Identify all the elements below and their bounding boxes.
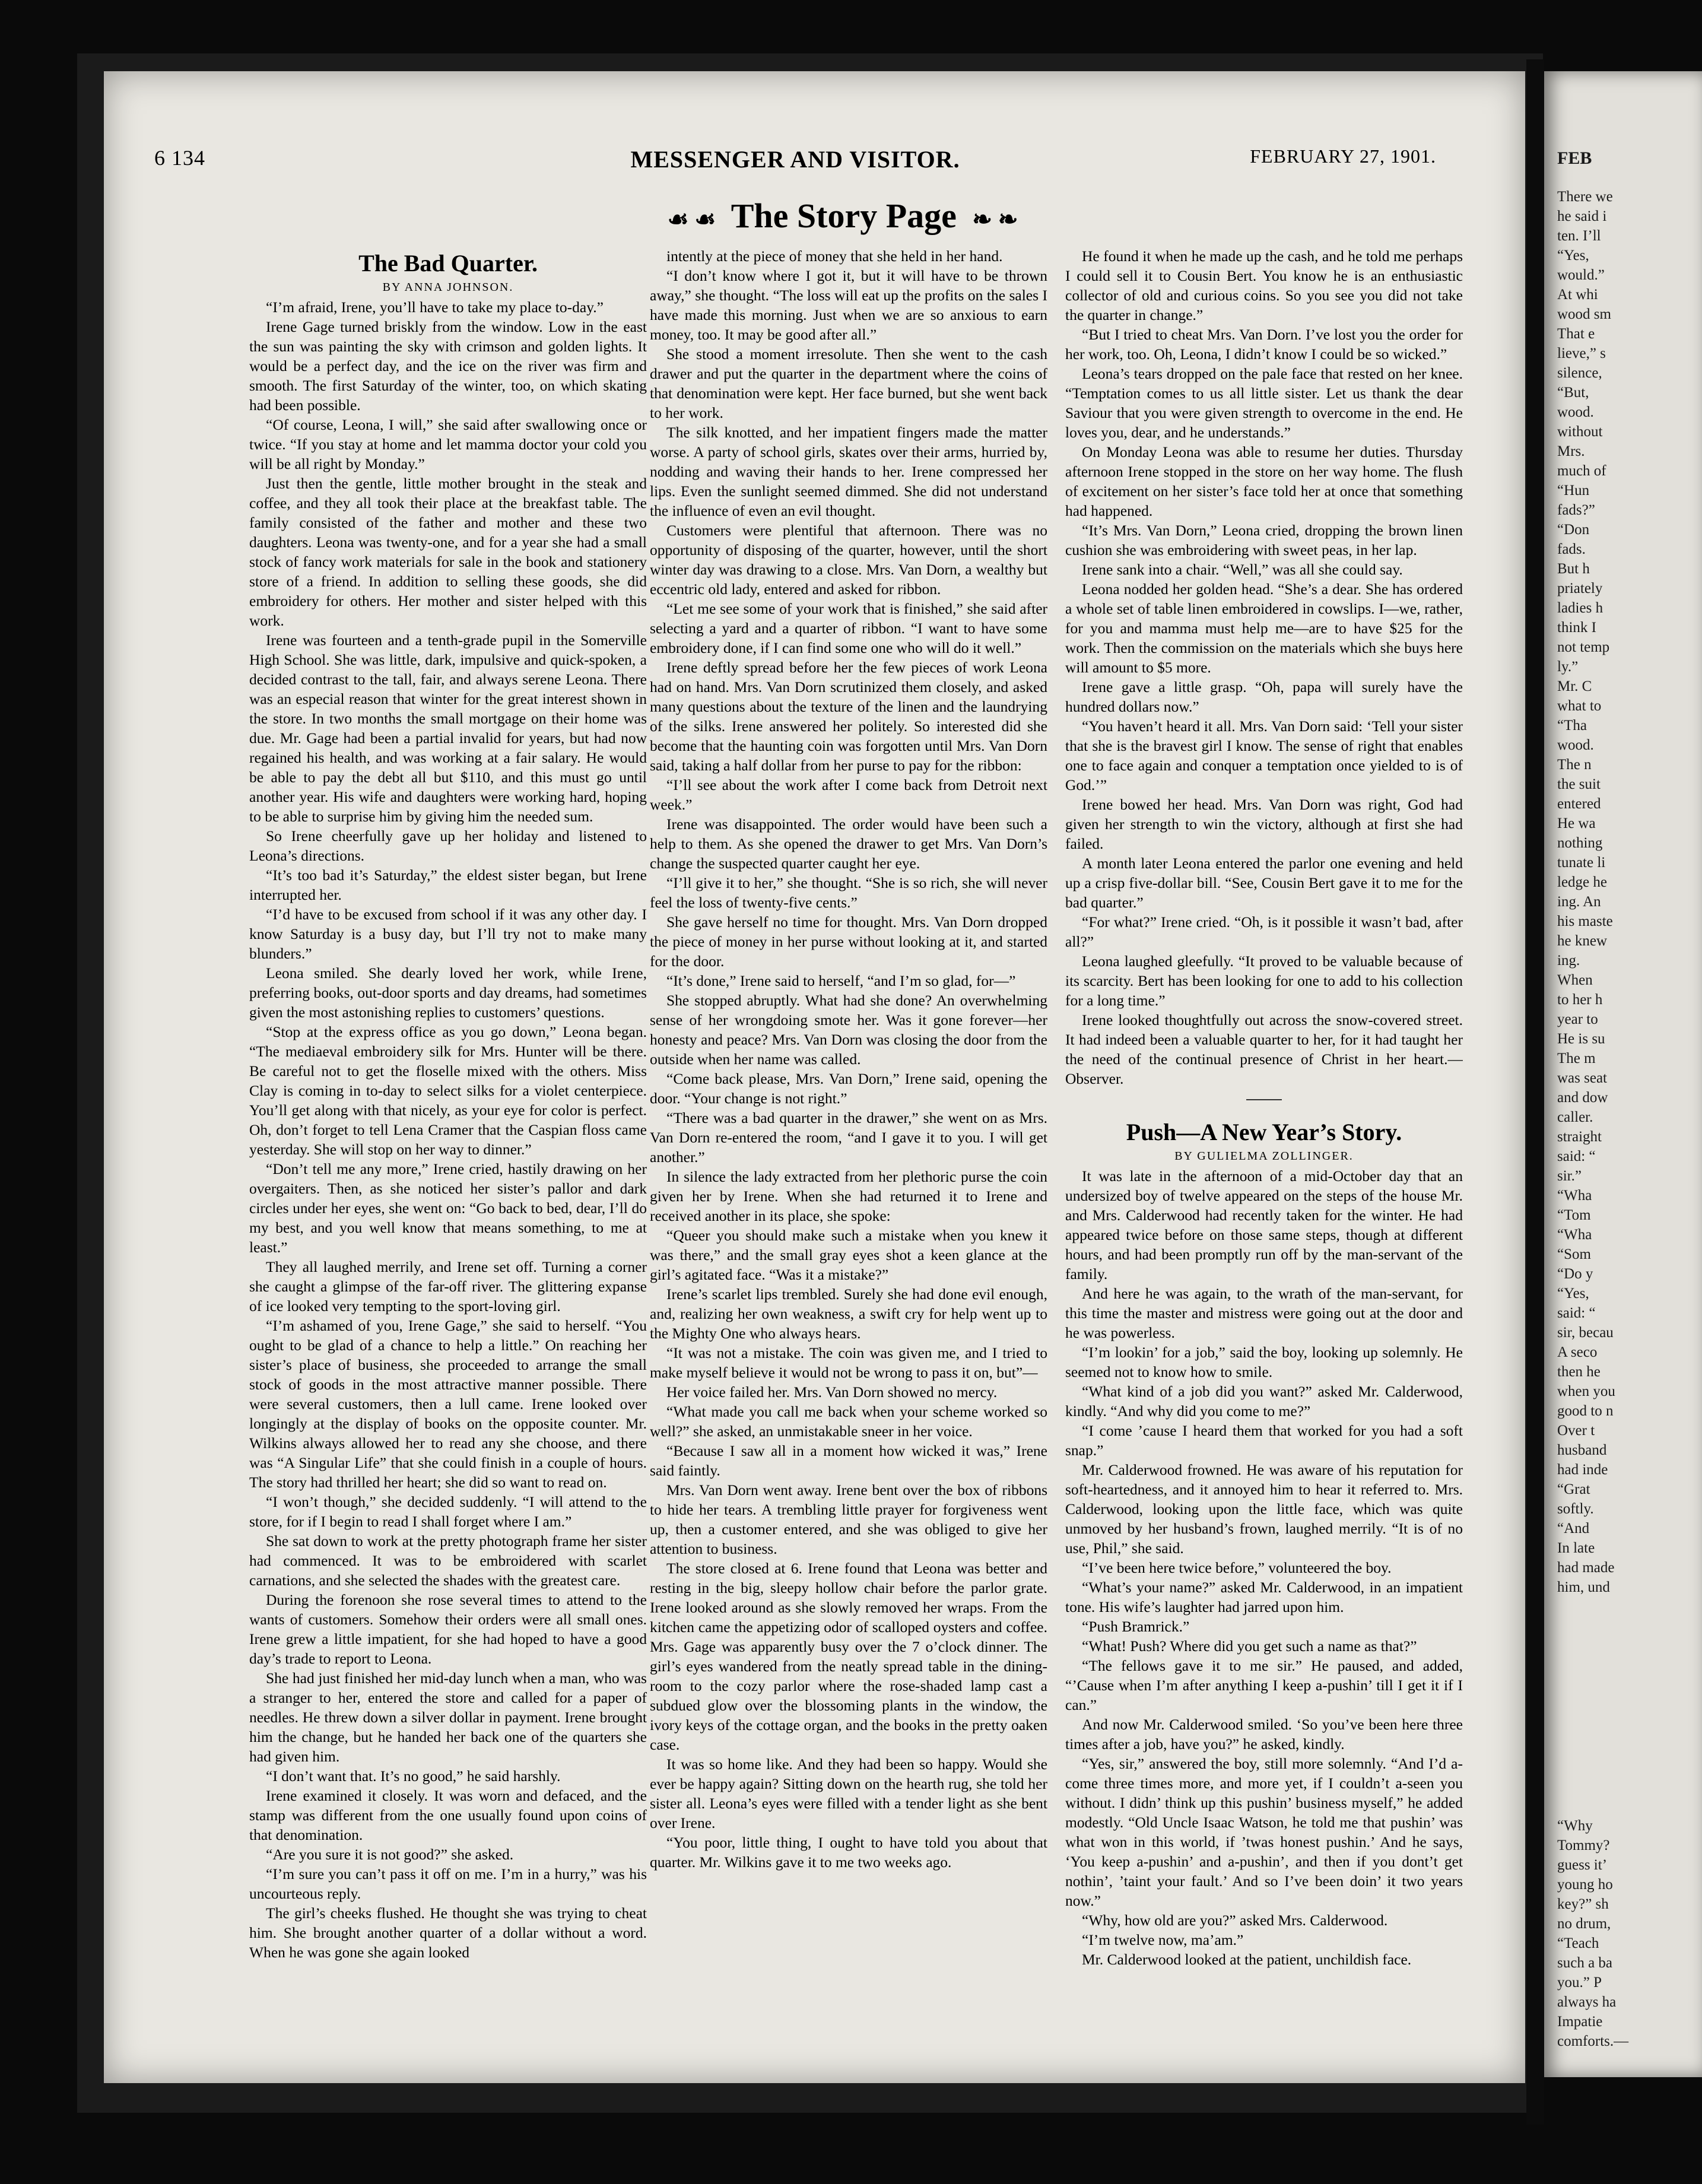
paragraph: She sat down to work at the pretty photograph frame her sister had commenced. It was to be embroidered with scarlet carnations, and she selected the shades with the greatest care.	[249, 1532, 647, 1589]
text-line: wood.	[1557, 737, 1594, 753]
paragraph: Irene was fourteen and a tenth-grade pupil in the Somerville High School. She was little, dark, impulsive and quick-spoken, a decided contrast to the tall, fair, and always serene Leona. There was an especial reason that winter for the great interest shown in the store. In two months the small mortgage on their home was due. Mr. Gage had been a partial invalid for years, but had now regained his health, and was working at a fair salary. He would be able to pay the debt all but $110, and this must go until another year. His wife and daughters were working hard, hoping to be able to surprise him by giving him the needed sum.	[249, 631, 647, 825]
adjacent-page-header: FEB	[1557, 148, 1592, 168]
text-line: key?” sh	[1557, 1896, 1609, 1912]
paragraph: Leona laughed gleefully. “It proved to be valuable because of its scarcity. Bert has been looking for one to add to his collection for a long time.”	[1065, 953, 1463, 1009]
text-line: had made	[1557, 1560, 1615, 1576]
text-line: “Don	[1557, 522, 1590, 538]
text-line: “Wha	[1557, 1227, 1592, 1243]
text-line: softly.	[1557, 1501, 1594, 1517]
paragraph: “I’d have to be excused from school if it was any other day. I know Saturday is a busy day, but I’ll try not to make many blunders.”	[249, 906, 647, 962]
text-line: ledge he	[1557, 874, 1607, 890]
story-2-body	[1065, 1166, 1463, 1969]
text-line: him, und	[1557, 1579, 1610, 1595]
text-line: “Wha	[1557, 1188, 1592, 1204]
column-3	[1065, 246, 1463, 2027]
text-line: the suit	[1557, 776, 1601, 792]
text-line: you.” P	[1557, 1975, 1602, 1991]
text-line: to her h	[1557, 992, 1603, 1008]
paragraph: Her voice failed her. Mrs. Van Dorn showed no mercy.	[666, 1383, 998, 1401]
text-line: he said i	[1557, 208, 1607, 224]
paragraph: “Stop at the express office as you go down,” Leona began. “The mediaeval embroidery silk for Mrs. Hunter will be there. Be careful not to get the floselle mixed with the others. Miss Clay is coming in to-day to select silks for a violet centerpiece. You’ll get along with that nicely, as your eye for color is perfect. Oh, don’t forget to tell Lena Cramer that the Caspian floss came yesterday. She will stop on her way to dinner.”	[249, 1023, 647, 1158]
issue-date: FEBRUARY 27, 1901.	[1250, 145, 1436, 167]
paragraph: “Don’t tell me any more,” Irene cried, hastily drawing on her overgaiters. Then, as she noticed her sister’s pallor and dark circles under her eyes, she went on: “Go back to bed, dear, I’ll do my best, and you well know that means something, to me at least.”	[249, 1160, 647, 1256]
paragraph: “I’m ashamed of you, Irene Gage,” she said to herself. “You ought to be glad of a chance to help a little.” On reaching her sister’s place of business, she proceeded to arrange the small stock of goods in the most attractive manner possible. There were several customers, then a lull came. Irene looked over longingly at the display of books on the opposite counter. Mr. Wilkins always allowed her to read any she choose, and there was “A Singular Life” that she could finish in a couple of hours. The story had thrilled her heart; she did so want to read on.	[249, 1317, 647, 1491]
text-line: said: “	[1557, 1148, 1596, 1164]
paragraph: “You haven’t heard it all. Mrs. Van Dorn said: ‘Tell your sister that she is the bravest girl I know. The sense of right that enables one to face again and conquer a temptation once yielded to is of God.’”	[1065, 718, 1463, 793]
paragraph: “I’m lookin’ for a job,” said the boy, looking up solemnly. He seemed not to know how to smile.	[1065, 1344, 1463, 1380]
paragraph: “I won’t though,” she decided suddenly. “I will attend to the store, for if I begin to read I shall forget where I am.”	[249, 1493, 647, 1530]
paragraph: “But I tried to cheat Mrs. Van Dorn. I’ve lost you the order for her work, too. Oh, Leona, I didn’t know I could be so wicked.”	[1065, 326, 1463, 363]
paragraph: Irene’s scarlet lips trembled. Surely she had done evil enough, and, realizing her own weakness, a swift cry for help went up to the Mighty One who always hears.	[650, 1285, 1047, 1342]
text-line: “And	[1557, 1520, 1590, 1537]
text-line: “Som	[1557, 1246, 1591, 1262]
story-byline: BY GULIELMA ZOLLINGER.	[1174, 1150, 1354, 1163]
text-line: young ho	[1557, 1877, 1613, 1893]
text-line: The m	[1557, 1050, 1596, 1066]
text-line: wood sm	[1557, 306, 1611, 322]
text-line: “Yes,	[1557, 247, 1589, 264]
paragraph: “It was not a mistake. The coin was given me, and I tried to make myself believe it would not be wrong to pass it on, but”—	[650, 1344, 1047, 1381]
paragraph: Leona nodded her golden head. “She’s a dear. She has ordered a whole set of table linen embroidered in cowslips. I—we, rather, for you and mamma must help me—are to have $25 for the work. Then the commission on the materials which she buys here will amount to $5 more.	[1065, 580, 1463, 676]
paragraph: So Irene cheerfully gave up her holiday and listened to Leona’s directions.	[249, 827, 647, 864]
text-line: tunate li	[1557, 855, 1606, 871]
column-2-body	[650, 246, 1047, 1872]
text-line: priately	[1557, 580, 1603, 596]
text-line: “But,	[1557, 385, 1589, 401]
text-line: ly.”	[1557, 659, 1579, 675]
paragraph: In silence the lady extracted from her plethoric purse the coin given her by Irene. When she had returned it to Irene and received another in its place, she spoke:	[650, 1168, 1047, 1224]
paragraph: intently at the piece of money that she held in her hand.	[666, 247, 1003, 265]
leaf-ornament-icon: ❧ ❧	[972, 206, 1018, 233]
story-byline: BY ANNA JOHNSON.	[382, 281, 514, 294]
paragraph: “What’s your name?” asked Mr. Calderwood, in an impatient tone. His wife’s laughter had jarred upon him.	[1065, 1579, 1463, 1615]
paragraph: “What kind of a job did you want?” asked Mr. Calderwood, kindly. “And why did you come to me?”	[1065, 1383, 1463, 1420]
paragraph: She had just finished her mid-day lunch when a man, who was a stranger to her, entered the store and called for a paper of needles. He threw down a silver dollar in payment. Irene brought him the change, but he handed her back one of the quarters she had given him.	[249, 1669, 647, 1765]
paragraph: And here he was again, to the wrath of the man-servant, for this time the master and mistress were going out at the door and he was powerless.	[1065, 1285, 1463, 1341]
text-line: That e	[1557, 326, 1595, 342]
text-line: sir, becau	[1557, 1325, 1614, 1341]
text-line: Impatie	[1557, 2014, 1603, 2030]
paragraph: “I’ll give it to her,” she thought. “She is so rich, she will never feel the loss of twenty-five cents.”	[650, 874, 1047, 911]
text-line: At whi	[1557, 287, 1598, 303]
paragraph: Mrs. Van Dorn went away. Irene bent over the box of ribbons to hide her tears. A trembling little prayer for forgiveness went up, then a customer entered, and she was obliged to give her attention to business.	[650, 1481, 1047, 1557]
text-line: The n	[1557, 757, 1592, 773]
paragraph: Irene looked thoughtfully out across the snow-covered street. It had indeed been a valuable quarter to her, for it had taught her the need of the continual presence of Christ in her heart.—Observer.	[1065, 1011, 1463, 1087]
story-title: Push—A New Year’s Story.	[1126, 1119, 1402, 1145]
paragraph: “There was a bad quarter in the drawer,” she went on as Mrs. Van Dorn re-entered the room, “and I gave it to you. I will get another.”	[650, 1109, 1047, 1166]
column-2	[650, 246, 1047, 2027]
text-line: nothing	[1557, 835, 1603, 851]
text-line: wood.	[1557, 404, 1594, 420]
text-line: He is su	[1557, 1031, 1605, 1047]
text-line: said: “	[1557, 1305, 1596, 1321]
page-number: 6 134	[154, 146, 205, 170]
section-title	[641, 196, 1044, 236]
column-1	[249, 249, 647, 2030]
paragraph: The girl’s cheeks flushed. He thought she was trying to cheat him. She brought another quarter of a dollar without a word. When he was gone she again looked	[249, 1904, 647, 1961]
column-3-body	[1065, 246, 1463, 1088]
text-line: ten. I’ll	[1557, 228, 1601, 244]
paragraph: She stopped abruptly. What had she done? An overwhelming sense of her wrongdoing smote her. Was it gone forever—her honesty and peace? Mrs. Van Dorn was closing the door from the outside when her name was called.	[650, 992, 1047, 1068]
paragraph: A month later Leona entered the parlor one evening and held up a crisp five-dollar bill. “See, Cousin Bert gave it to me for the bad quarter.”	[1065, 855, 1463, 911]
text-line: such a ba	[1557, 1955, 1613, 1971]
text-line: “Do y	[1557, 1266, 1593, 1282]
text-line: sir.”	[1557, 1168, 1582, 1184]
paragraph: She stood a moment irresolute. Then she went to the cash drawer and put the quarter in the department where the coins of that denomination were kept. Her face burned, but she went back to her work.	[650, 345, 1047, 421]
paragraph: “I’m sure you can’t pass it off on me. I’m in a hurry,” was his uncourteous reply.	[249, 1865, 647, 1902]
section-title-text: The Story Page	[731, 196, 957, 235]
paragraph: It was so home like. And they had been so happy. Would she ever be happy again? Sitting down on the hearth rug, she told her sister all. Leona’s eyes were filled with a tender light as she bent over Irene.	[650, 1756, 1047, 1831]
text-line: But h	[1557, 561, 1590, 577]
text-line: silence,	[1557, 365, 1602, 381]
text-line: “Grat	[1557, 1481, 1590, 1497]
text-line: When	[1557, 972, 1593, 988]
paragraph: “I come ’cause I heard them that worked for you had a soft snap.”	[1065, 1422, 1463, 1459]
paragraph: “What! Push? Where did you get such a name as that?”	[1082, 1637, 1417, 1655]
paragraph: And now Mr. Calderwood smiled. ‘So you’ve been here three times after a job, have you?” he asked, kindly.	[1065, 1716, 1463, 1753]
paragraph: It was late in the afternoon of a mid-October day that an undersized boy of twelve appeared on the steps of the house Mr. and Mrs. Calderwood had recently taken for the winter. He had appeared twice before on those same steps, though at different hours, and had been promptly run off by the man-servant of the family.	[1065, 1167, 1463, 1283]
paragraph: Irene sank into a chair. “Well,” was all she could say.	[1082, 561, 1403, 578]
text-line: year to	[1557, 1011, 1598, 1027]
paragraph: Leona’s tears dropped on the pale face that rested on her knee. “Temptation comes to us all little sister. Let us thank the dear Saviour that you were given strength to overcome in the end. He loves you, dear, and he understands.”	[1065, 365, 1463, 441]
paragraph: “I don’t want that. It’s no good,” he said harshly.	[266, 1767, 561, 1785]
paragraph: “I’m twelve now, ma’am.”	[1082, 1931, 1244, 1948]
paragraph: “I’ve been here twice before,” volunteered the boy.	[1082, 1559, 1392, 1576]
page-header	[154, 145, 1436, 175]
newspaper-title: MESSENGER AND VISITOR.	[630, 146, 960, 173]
column-1-body	[249, 297, 647, 1962]
paragraph: “What made you call me back when your scheme worked so well?” she asked, an unmistakable sneer in her voice.	[650, 1403, 1047, 1440]
text-line: no drum,	[1557, 1916, 1611, 1932]
text-line: “Teach	[1557, 1935, 1599, 1951]
text-line: fads.	[1557, 541, 1586, 557]
text-line: guess it’	[1557, 1857, 1608, 1873]
paragraph: The silk knotted, and her impatient fingers made the matter worse. A party of school girls, skates over their arms, hurried by, nodding and waving their hands to her. Irene compressed her lips. Even the sunlight seemed dimmed. She did not understand the influence of even an evil thought.	[650, 424, 1047, 519]
text-line: think I	[1557, 620, 1596, 636]
paragraph: She gave herself no time for thought. Mrs. Van Dorn dropped the piece of money in her purse without looking at it, and started for the door.	[650, 913, 1047, 970]
text-line: There we	[1557, 189, 1613, 205]
text-line: he knew	[1557, 933, 1607, 949]
paragraph: Irene bowed her head. Mrs. Van Dorn was right, God had given her strength to win the victory, although at first she had failed.	[1065, 796, 1463, 852]
text-line: was seat	[1557, 1070, 1607, 1086]
paragraph: “You poor, little thing, I ought to have told you about that quarter. Mr. Wilkins gave it to me two weeks ago.	[650, 1834, 1047, 1871]
text-line: and dow	[1557, 1090, 1608, 1106]
text-line: “Why	[1557, 1818, 1593, 1834]
paragraph: They all laughed merrily, and Irene set off. Turning a corner she caught a glimpse of the far-off river. The glittering expanse of ice looked very tempting to the sport-loving girl.	[249, 1258, 647, 1315]
paragraph: During the forenoon she rose several times to attend to the wants of customers. Somehow their orders were all small ones. Irene grew a little impatient, for she had hoped to have a good day’s trade to report to Leona.	[249, 1591, 647, 1667]
adjacent-page-top-lines	[1557, 187, 1702, 1597]
paragraph: Irene Gage turned briskly from the window. Low in the east the sun was painting the sky with crimson and golden lights. It would be a perfect day, and the ice on the river was firm and smooth. The first Saturday of the winter, too, on which skating had been possible.	[249, 318, 647, 414]
text-line: He wa	[1557, 815, 1596, 831]
paragraph: Leona smiled. She dearly loved her work, while Irene, preferring books, out-door sports and day dreams, had sometimes given the most astonishing replies to customers’ questions.	[249, 964, 647, 1021]
paragraph: He found it when he made up the cash, and he told me perhaps I could sell it to Cousin Bert. You know he is an enthusiastic collector of old and curious coins. So you see you did not take the quarter in change.”	[1065, 247, 1463, 323]
text-line: In late	[1557, 1540, 1595, 1556]
paragraph: Irene was disappointed. The order would have been such a help to them. As she opened the drawer to get Mrs. Van Dorn’s change the suspected quarter caught her eye.	[650, 815, 1047, 872]
paragraph: Irene gave a little grasp. “Oh, papa will surely have the hundred dollars now.”	[1065, 678, 1463, 715]
paragraph: “Of course, Leona, I will,” she said after swallowing once or twice. “If you stay at home and let mamma doctor your cold you will be all right by Monday.”	[249, 416, 647, 472]
paragraph: The store closed at 6. Irene found that Leona was better and resting in the big, sleepy hollow chair before the parlor grate. Irene looked around as she slowly removed her wraps. From the kitchen came the appetizing odor of scalloped oysters and coffee. Mrs. Gage was apparently busy over the 7 o’clock dinner. The girl’s eyes wandered from the neatly spread table in the dining-room to the cozy parlor where the rose-shaded lamp cast a subdued glow over the blossoming plants in the window, the ivory keys of the cottage organ, and the books in the pretty oaken case.	[650, 1560, 1047, 1753]
story-title: The Bad Quarter.	[358, 250, 538, 277]
text-line: would.”	[1557, 267, 1605, 283]
text-line: caller.	[1557, 1109, 1593, 1125]
paragraph: “Are you sure it is not good?” she asked.	[266, 1846, 514, 1863]
text-line: much of	[1557, 463, 1606, 479]
text-line: good to n	[1557, 1403, 1614, 1419]
paragraph: “I’m afraid, Irene, you’ll have to take my place to-day.”	[266, 299, 604, 316]
text-line: “Tha	[1557, 718, 1587, 734]
paragraph: Mr. Calderwood looked at the patient, unchildish face.	[1082, 1951, 1412, 1968]
text-line: when you	[1557, 1383, 1615, 1399]
text-line: always ha	[1557, 1994, 1617, 2010]
paragraph: “Why, how old are you?” asked Mrs. Calderwood.	[1082, 1912, 1388, 1929]
text-line: his maste	[1557, 913, 1613, 929]
text-line: comforts.—	[1557, 2033, 1629, 2049]
paragraph: “Because I saw all in a moment how wicked it was,” Irene said faintly.	[650, 1442, 1047, 1479]
text-line: ing. An	[1557, 894, 1601, 910]
adjacent-page-bottom-lines	[1557, 1816, 1702, 2051]
paragraph: “Push Bramrick.”	[1082, 1618, 1190, 1635]
adjacent-page-fragment	[1544, 71, 1702, 2077]
text-line: not temp	[1557, 639, 1610, 655]
text-line: “Yes,	[1557, 1285, 1589, 1301]
text-line: then he	[1557, 1364, 1601, 1380]
paragraph: “Come back please, Mrs. Van Dorn,” Irene said, opening the door. “Your change is not right.”	[650, 1070, 1047, 1107]
text-line: Over t	[1557, 1423, 1595, 1439]
text-line: entered	[1557, 796, 1601, 812]
paragraph: “I’ll see about the work after I come back from Detroit next week.”	[650, 776, 1047, 813]
paragraph: “It’s too bad it’s Saturday,” the eldest sister began, but Irene interrupted her.	[249, 866, 647, 903]
paragraph: Mr. Calderwood frowned. He was aware of his reputation for soft-heartedness, and it annoyed him to hear it referred to. Mrs. Calderwood, looking upon the little face, which was quite unmoved by her husband’s frown, laughed merrily. “It is of no use, Phil,” she said.	[1065, 1461, 1463, 1557]
paragraph: Just then the gentle, little mother brought in the steak and coffee, and they all took their place at the breakfast table. The family consisted of the father and mother and these two daughters. Leona was twenty-one, and for a year she had a small stock of fancy work materials for sale in the book and stationery store of a friend. In addition to selling these goods, she did embroidery for others. Her mother and sister helped with this work.	[249, 475, 647, 629]
text-line: Mrs.	[1557, 443, 1585, 459]
text-line: without	[1557, 424, 1603, 440]
text-line: ing.	[1557, 953, 1580, 969]
paragraph: “It’s Mrs. Van Dorn,” Leona cried, dropping the brown linen cushion she was embroidering with sweet peas, in her lap.	[1065, 522, 1463, 558]
text-line: A seco	[1557, 1344, 1598, 1360]
paragraph: “It’s done,” Irene said to herself, “and I’m so glad, for—”	[666, 972, 1016, 989]
paragraph: “Yes, sir,” answered the boy, still more solemnly. “And I’d a-come three times more, and more yet, if I couldn’t a-seen you without. I didn’ think up this pushin’ business myself,” he added modestly. “Old Uncle Isaac Watson, he told me that pushin’ was what won in this world, if ’twas honest pushin.’ And he says, ‘You keep a-pushin’ and a-pushin’, and then if you dont’t get nothin’, ’taint your fault.’ And so I’ve been doin’ it two years now.”	[1065, 1755, 1463, 1909]
text-line: lieve,” s	[1557, 345, 1606, 361]
paragraph: “I don’t know where I got it, but it will have to be thrown away,” she thought. “The loss will eat up the profits on the sales I have made this morning. Just when we are so anxious to earn money, too. It may be good after all.”	[650, 267, 1047, 343]
text-line: fads?”	[1557, 502, 1595, 518]
paragraph: Irene examined it closely. It was worn and defaced, and the stamp was different from the one usually found upon coins of that denomination.	[249, 1787, 647, 1843]
paragraph: “For what?” Irene cried. “Oh, is it possible it wasn’t bad, after all?”	[1065, 913, 1463, 950]
page-gutter	[1526, 59, 1544, 2125]
text-line: “Hun	[1557, 482, 1590, 499]
text-line: Tommy?	[1557, 1837, 1610, 1853]
text-line: straight	[1557, 1129, 1602, 1145]
text-line: ladies h	[1557, 600, 1603, 616]
paragraph: “Let me see some of your work that is finished,” she said after selecting a yard and a quarter of ribbon. “I want to have some embroidery done, if I can find some one who will do it well.”	[650, 600, 1047, 656]
text-line: Mr. C	[1557, 678, 1592, 694]
paragraph: Irene deftly spread before her the few pieces of work Leona had on hand. Mrs. Van Dorn scrutinized them closely, and asked many questions about the texture of the linen and the laundrying of the silks. Irene answered her politely. So interested did she become that the haunting coin was forgotten until Mrs. Van Dorn said, taking a half dollar from her purse to pay for the ribbon:	[650, 659, 1047, 774]
leaf-ornament-icon: ☙ ☙	[667, 206, 716, 233]
paragraph: On Monday Leona was able to resume her duties. Thursday afternoon Irene stopped in the store on her way home. The flush of excitement on her sister’s face told her at once that something had happened.	[1065, 443, 1463, 519]
paragraph: Customers were plentiful that afternoon. There was no opportunity of disposing of the quarter, however, until the short winter day was drawing to a close. Mrs. Van Dorn, a wealthy but eccentric old lady, entered and asked for ribbon.	[650, 522, 1047, 598]
text-line: had inde	[1557, 1462, 1608, 1478]
text-line: what to	[1557, 698, 1602, 714]
paragraph: “The fellows gave it to me sir.” He paused, and added, “’Cause when I’m after anything I keep a-pushin’ till I get it if I can.”	[1065, 1657, 1463, 1713]
text-line: husband	[1557, 1442, 1607, 1458]
text-line: “Tom	[1557, 1207, 1591, 1223]
story-divider	[1246, 1099, 1282, 1100]
paragraph: “Queer you should make such a mistake when you knew it was there,” and the small gray eyes shot a keen glance at the girl’s agitated face. “Was it a mistake?”	[650, 1227, 1047, 1283]
